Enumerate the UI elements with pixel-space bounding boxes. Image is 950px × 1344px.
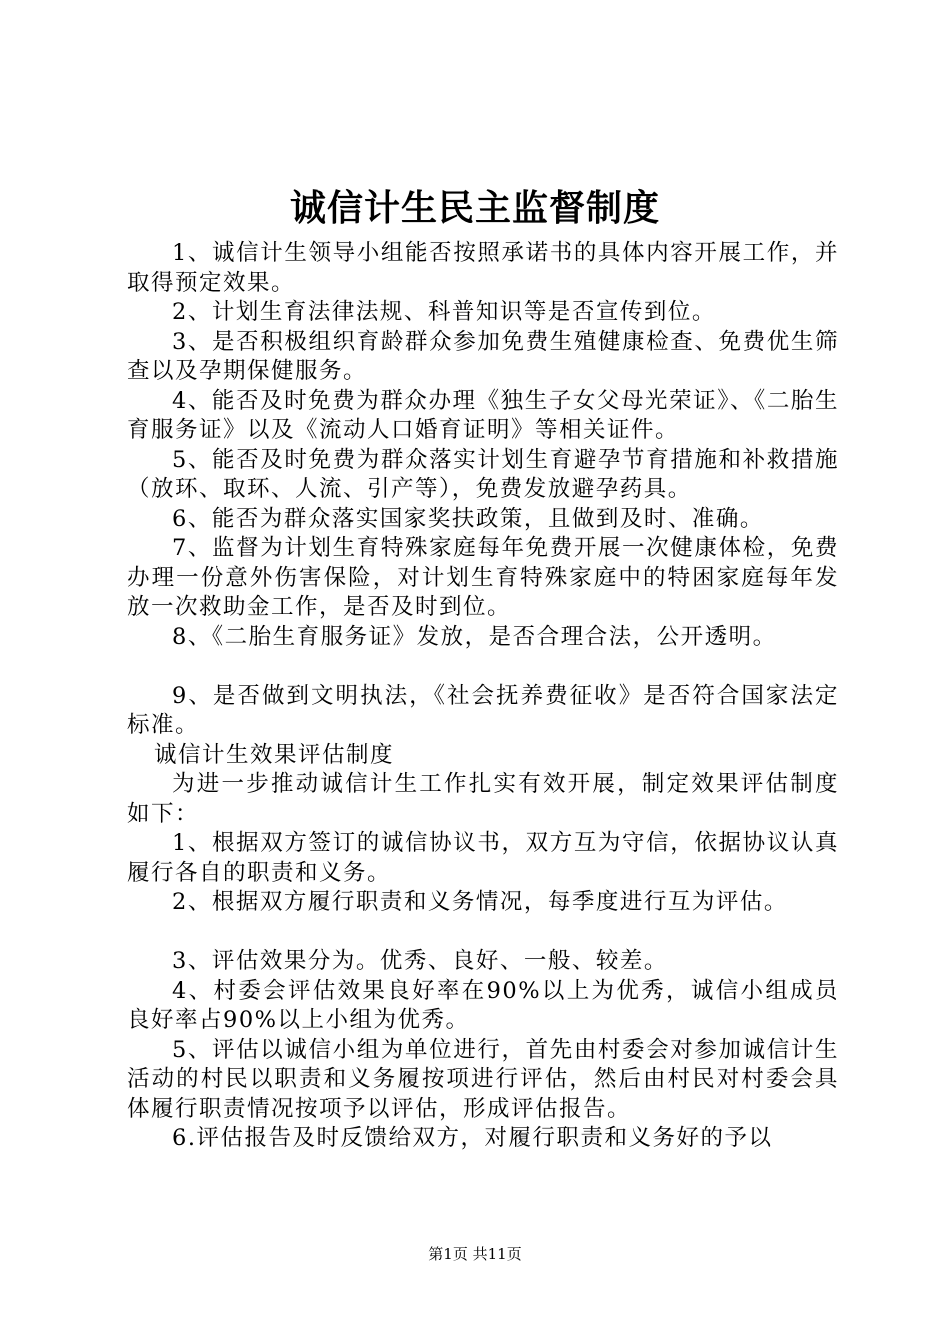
paragraph-7: 7、监督为计划生育特殊家庭每年免费开展一次健康体检，免费办理一份意外伤害保险，对计划生育特殊家庭中的特困家庭每年发放一次救助金工作，是否及时到位。 <box>127 535 839 620</box>
page-footer: 第1页 共11页 <box>428 1245 522 1263</box>
paragraph-1: 1、诚信计生领导小组能否按照承诺书的具体内容开展工作，并取得预定效果。 <box>127 240 839 296</box>
paragraph-3: 3、是否积极组织育龄群众参加免费生殖健康检查、免费优生筛查以及孕期保健服务。 <box>127 328 839 384</box>
paragraph-intro: 为进一步推动诚信计生工作扎实有效开展，制定效果评估制度如下： <box>127 771 839 827</box>
section-subtitle: 诚信计生效果评估制度 <box>154 741 395 768</box>
document-body <box>127 239 839 1154</box>
document-title: 诚信计生民主监督制度 <box>289 187 660 229</box>
paragraph-8: 8、《二胎生育服务证》发放，是否合理合法，公开透明。 <box>172 623 777 650</box>
paragraph-6: 6、能否为群众落实国家奖扶政策，且做到及时、准确。 <box>172 505 764 532</box>
paragraph-2: 2、计划生育法律法规、科普知识等是否宣传到位。 <box>172 299 716 325</box>
paragraph-eval-2: 2、根据双方履行职责和义务情况，每季度进行互为评估。 <box>172 889 788 915</box>
paragraph-eval-3: 3、评估效果分为。优秀、良好、一般、较差。 <box>172 948 668 974</box>
paragraph-9: 9、是否做到文明执法，《社会抚养费征收》是否符合国家法定标准。 <box>127 682 839 738</box>
paragraph-eval-5: 5、评估以诚信小组为单位进行，首先由村委会对参加诚信计生活动的村民以职责和义务履按项进行评估，然后由村民对村委会具体履行职责情况按项予以评估，形成评估报告。 <box>127 1036 839 1122</box>
paragraph-5: 5、能否及时免费为群众落实计划生育避孕节育措施和补救措施（放环、取环、人流、引产等），免费发放避孕药具。 <box>127 446 839 502</box>
paragraph-eval-4: 4、村委会评估效果良好率在90%以上为优秀，诚信小组成员良好率占90%以上小组为优秀。 <box>127 977 839 1033</box>
paragraph-eval-1: 1、根据双方签订的诚信协议书，双方互为守信，依据协议认真履行各自的职责和义务。 <box>127 830 839 886</box>
paragraph-4: 4、能否及时免费为群众办理《独生子女父母光荣证》、《二胎生育服务证》以及《流动人口婚育证明》等相关证件。 <box>127 387 839 443</box>
paragraph-eval-6: 6.评估报告及时反馈给双方，对履行职责和义务好的予以 <box>172 1125 773 1151</box>
